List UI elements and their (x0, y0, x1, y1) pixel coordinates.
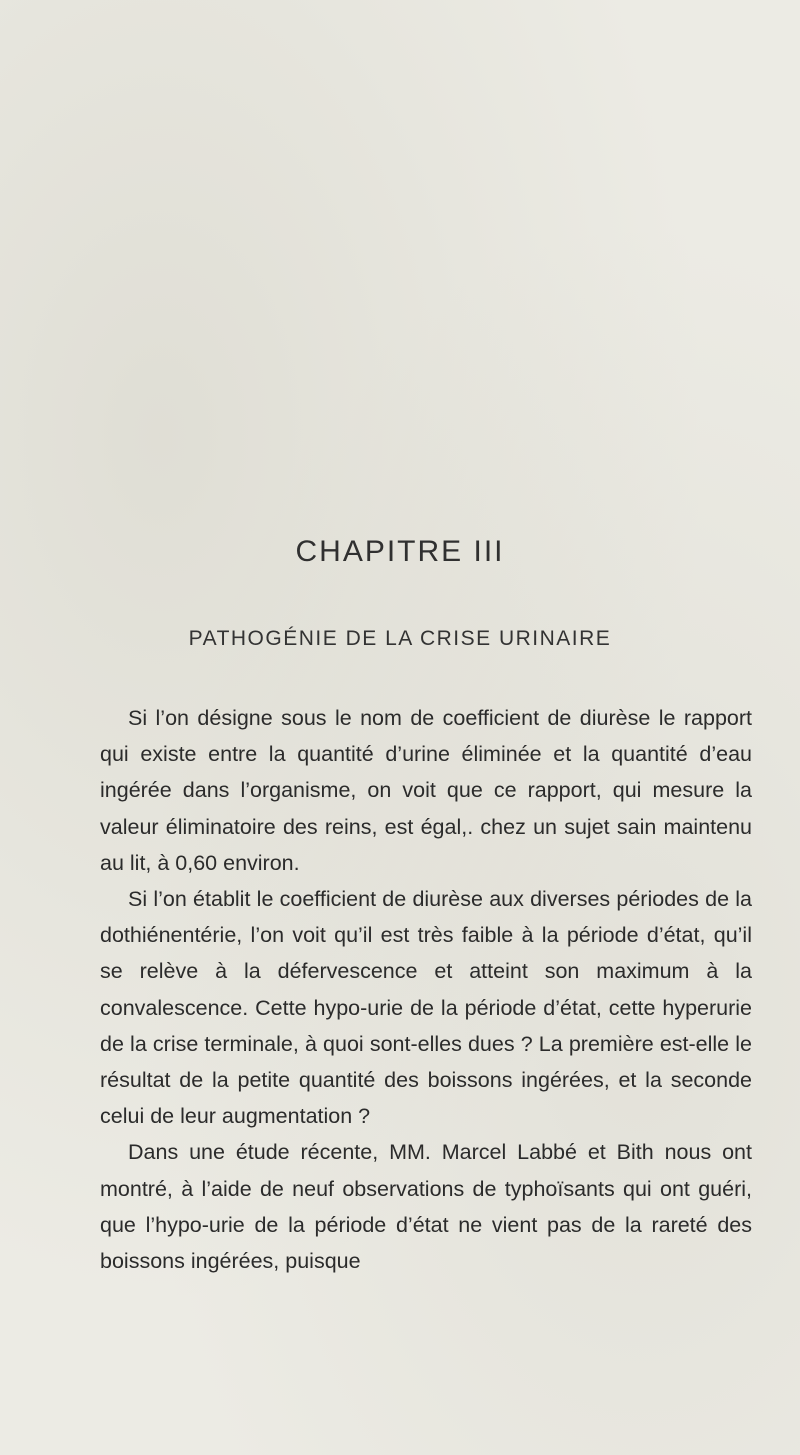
body-text (100, 700, 752, 1279)
section-title: PATHOGÉNIE DE LA CRISE URINAIRE (188, 627, 612, 650)
paragraph-1: Si l’on désigne sous le nom de coefficient de diurèse le rapport qui existe entre la quantité d’urine éliminée et la quantité d’eau ingérée dans l’organisme, on voit que ce rapport, qui mesure la valeur éliminatoire des reins, est égal,. chez un sujet sain maintenu au lit, à 0,60 environ. (100, 706, 752, 875)
paragraph-2: Si l’on établit le coefficient de diurèse aux diverses périodes de la dothiénentérie, l’on voit qu’il est très faible à la période d’état, qu’il se relève à la défervescence et atteint son maximum à la convalescence. Cette hypo-urie de la période d’état, cette hyperurie de la crise terminale, à quoi sont-elles dues ? La première est-elle le résultat de la petite quantité des boissons ingérées, et la seconde celui de leur augmentation ? (100, 887, 752, 1129)
chapter-title: CHAPITRE III (295, 535, 505, 568)
paragraph-3: Dans une étude récente, MM. Marcel Labbé et Bith nous ont montré, à l’aide de neuf observations de typhoïsants qui ont guéri, que l’hypo-urie de la période d’état ne vient pas de la rareté des boissons ingérées, puisque (100, 1140, 752, 1274)
